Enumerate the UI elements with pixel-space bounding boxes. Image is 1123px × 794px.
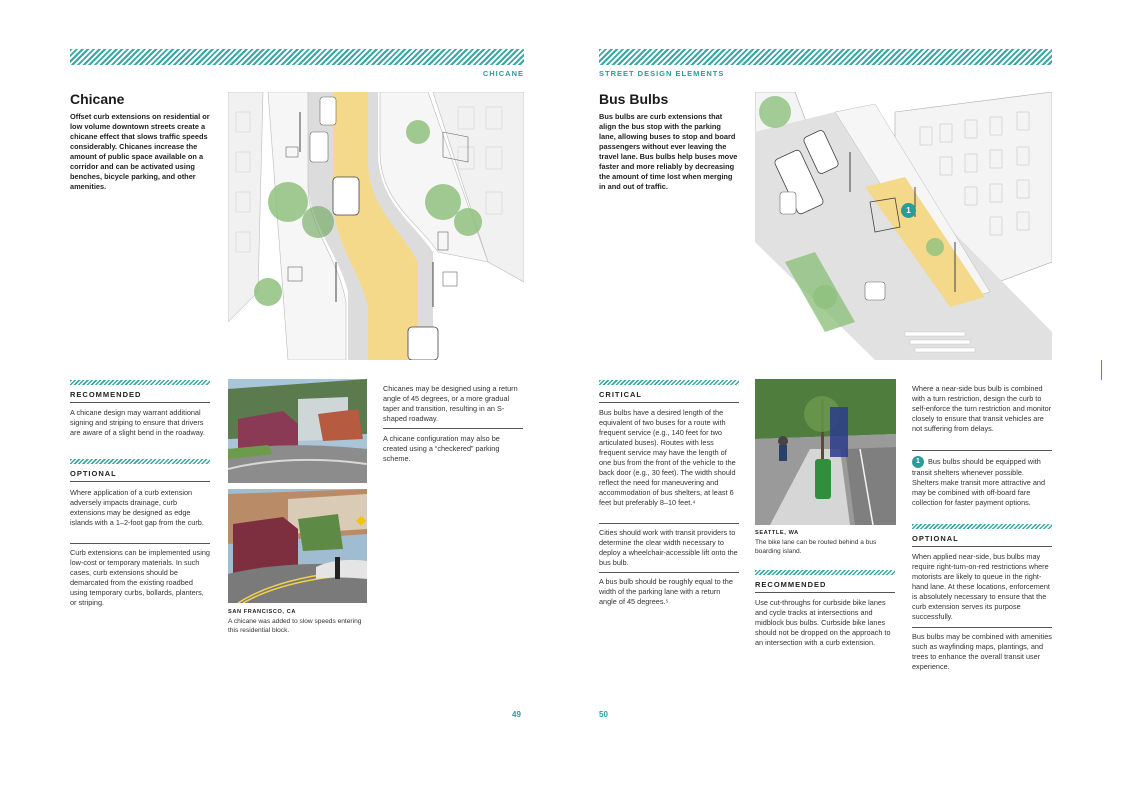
section-tag: STREET DESIGN ELEMENTS bbox=[599, 69, 725, 78]
divider bbox=[912, 546, 1052, 547]
divider bbox=[912, 450, 1052, 451]
header-hatch-band bbox=[70, 49, 524, 65]
optional-text-1: Where application of a curb extension adversely impacts drainage, curb extensions may be designed as edge islands with a 1–2-foot gap from the curb. bbox=[70, 488, 204, 527]
divider bbox=[70, 543, 210, 544]
chicane-text-2: A chicane configuration may also be created using a “checkered” parking scheme. bbox=[383, 434, 500, 463]
recommended-hatch bbox=[70, 380, 210, 385]
optional-text-1: When applied near-side, bus bulbs may require right-turn-on-red restrictions where motorists are likely to queue in the right-hand lane. At these locations, enforcement is absolutely necessary to ensure that the curb extension serves its purpose successfully. bbox=[912, 552, 1050, 621]
photo-caption: A chicane was added to slow speeds entering this residential block. bbox=[228, 618, 362, 634]
chicane-photo-1 bbox=[228, 379, 367, 483]
shelter-text: Bus bulbs should be equipped with transit shelters whenever possible. Shelters make transit more attractive and may be combined with off-board fare collection for faster payment options. bbox=[912, 456, 1046, 507]
divider bbox=[599, 523, 739, 524]
critical-hatch bbox=[599, 380, 739, 385]
recommended-hatch bbox=[755, 570, 895, 575]
photo-caption: The bike lane can be routed behind a bus boarding island. bbox=[755, 539, 877, 555]
note-number-badge: 1 bbox=[912, 456, 924, 468]
recommended-heading: RECOMMENDED bbox=[70, 390, 142, 399]
divider bbox=[70, 402, 210, 403]
callout-number-badge: 1 bbox=[901, 203, 916, 218]
divider bbox=[383, 428, 523, 429]
bus-boarding-island-photo bbox=[755, 379, 896, 525]
optional-text-2: Curb extensions can be implemented using low-cost or temporary materials. In such cases, curb extensions should be demarcated from the existing roadbed using temporary curbs, bollards, planters, or striping. bbox=[70, 548, 210, 607]
photo-location: SEATTLE, WA bbox=[755, 530, 799, 536]
critical-text-2: Cities should work with transit providers to determine the clear width necessary to deploy a wheelchair-accessible lift onto the bus bulb. bbox=[599, 528, 738, 567]
critical-heading: CRITICAL bbox=[599, 390, 642, 399]
page-edge-marker bbox=[1101, 360, 1102, 380]
optional-hatch bbox=[912, 524, 1052, 529]
intro-text: Offset curb extensions on residential or low volume downtown streets create a chicane effect that slows traffic speeds considerably. Chicanes increase the amount of public space available on a corridor and can be activated using benches, bicycle parking, and other amenities. bbox=[70, 112, 210, 191]
near-side-text: Where a near-side bus bulb is combined with a turn restriction, design the curb to self-enforce the turn restriction and monitor closely to ensure that transit vehicles are not suffering from delays. bbox=[912, 384, 1052, 433]
divider bbox=[755, 592, 895, 593]
bus-bulb-drawing bbox=[755, 92, 1052, 360]
critical-text-3: A bus bulb should be roughly equal to the width of the parking lane with a return angle of 45 degrees.⁵ bbox=[599, 577, 733, 606]
shelter-text-block bbox=[912, 456, 1052, 508]
page-title: Chicane bbox=[70, 91, 125, 107]
page-number: 50 bbox=[599, 710, 608, 719]
recommended-heading: RECOMMENDED bbox=[755, 580, 827, 589]
divider bbox=[599, 402, 739, 403]
page-title: Bus Bulbs bbox=[599, 91, 669, 107]
chicane-photo-2 bbox=[228, 489, 367, 603]
recommended-text: Use cut-throughs for curbside bike lanes and cycle tracks at intersections and midblock bus bulbs. Curbside bike lanes should not be dropped on the approach to an intersection with a curb extension. bbox=[755, 598, 891, 647]
page-number: 49 bbox=[512, 710, 521, 719]
chicane-text-1: Chicanes may be designed using a return angle of 45 degrees, or a more gradual taper and transition, resulting in an S-shaped roadway. bbox=[383, 384, 518, 423]
recommended-text: A chicane design may warrant additional signing and striping to ensure that drivers are aware of a slight bend in the roadway. bbox=[70, 408, 205, 437]
header-hatch-band bbox=[599, 49, 1052, 65]
photo-location: SAN FRANCISCO, CA bbox=[228, 609, 297, 615]
divider bbox=[912, 627, 1052, 628]
bus-bulb-illustration bbox=[755, 92, 1052, 360]
divider bbox=[70, 481, 210, 482]
optional-text-2: Bus bulbs may be combined with amenities such as wayfinding maps, plantings, and trees to enhance the overall transit user experience. bbox=[912, 632, 1052, 671]
optional-hatch bbox=[70, 459, 210, 464]
divider bbox=[599, 572, 739, 573]
optional-heading: OPTIONAL bbox=[912, 534, 959, 543]
intro-text: Bus bulbs are curb extensions that align the bus stop with the parking lane, allowing buses to stop and board passengers without ever leaving the travel lane. Bus bulbs help buses move faster and more reliably by decreasing the amount of time lost when merging in and out of traffic. bbox=[599, 112, 738, 191]
chicane-drawing bbox=[228, 92, 524, 360]
critical-text-1: Bus bulbs have a desired length of the equivalent of two buses for a route with frequent service (e.g., 140 feet for two articulated buses). Routes with less frequent service may have the length of one bus from the front of the vehicle to the back door (e.g., 30 feet). The width should reflect the need for maneuvering and accommodation of bus shelters, at least 6 feet but preferably 8–10 feet.⁴ bbox=[599, 408, 736, 507]
chicane-illustration bbox=[228, 92, 524, 360]
section-tag: CHICANE bbox=[482, 69, 524, 78]
optional-heading: OPTIONAL bbox=[70, 469, 117, 478]
